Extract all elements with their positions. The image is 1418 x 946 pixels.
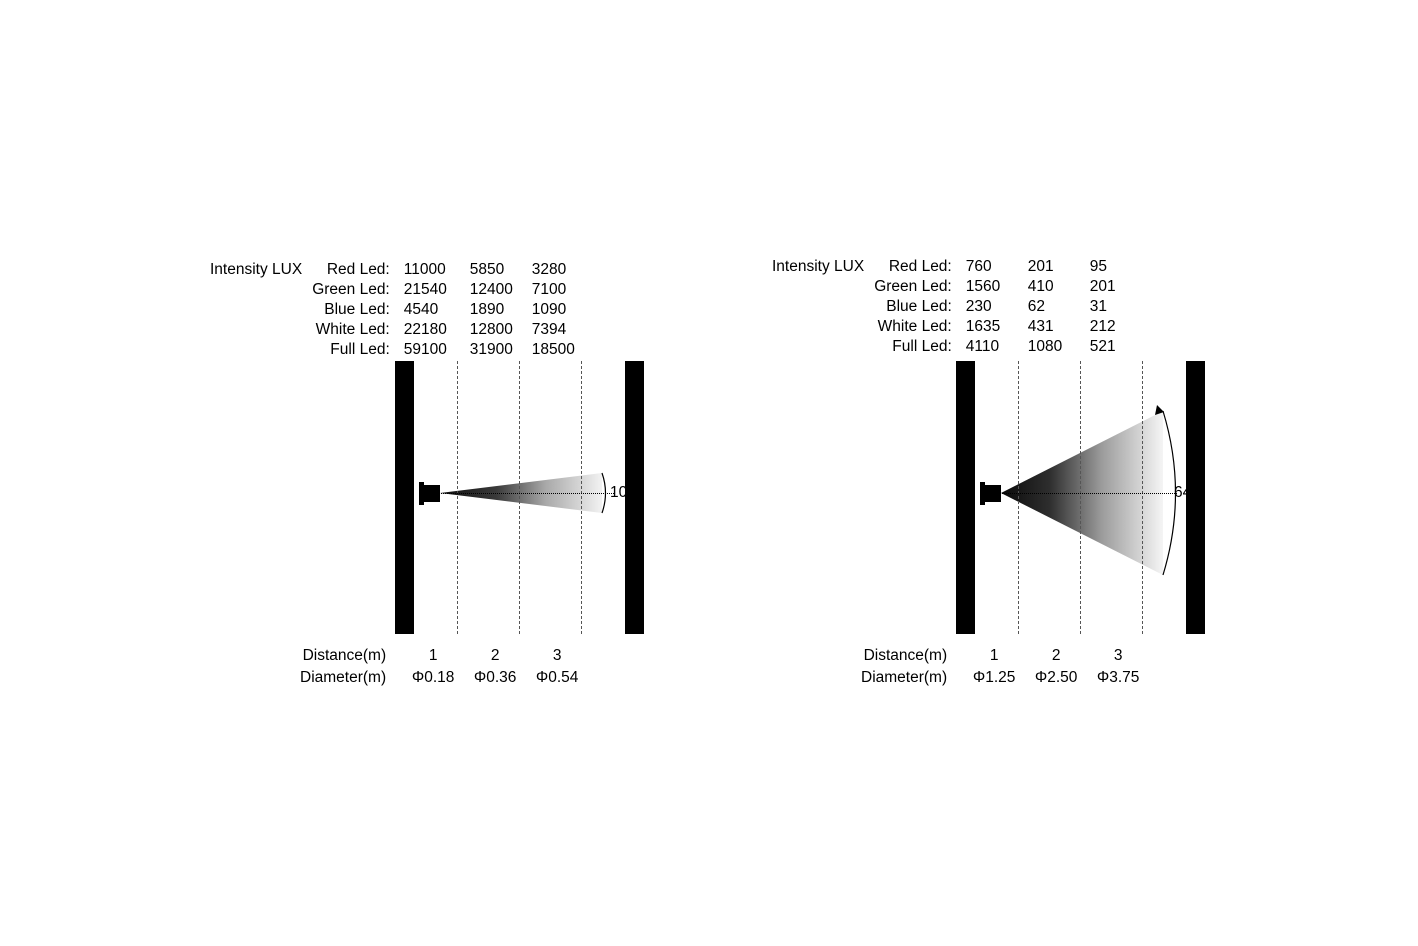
- full-value-2m: 1080: [1027, 338, 1063, 355]
- blue-value-2m: 1890: [469, 301, 505, 318]
- red-value-2m: 201: [1027, 258, 1054, 275]
- distance-1m: 1: [428, 647, 438, 664]
- diameter-2m: Φ2.50: [1034, 669, 1078, 686]
- row-label-full: Full Led:: [330, 341, 390, 358]
- distance-2m: 2: [1051, 647, 1061, 664]
- distance-label: Distance(m): [302, 647, 387, 664]
- green-value-1m: 21540: [403, 281, 447, 298]
- row-label-green: Green Led:: [312, 281, 390, 298]
- distance-line-1m: [457, 361, 458, 634]
- green-value-2m: 12400: [469, 281, 513, 298]
- red-value-1m: 760: [965, 258, 992, 275]
- intensity-table-narrow: [210, 260, 575, 360]
- blue-value-3m: 31: [1089, 298, 1107, 315]
- row-label-full: Full Led:: [892, 338, 952, 355]
- full-value-3m: 521: [1089, 338, 1116, 355]
- distance-label: Distance(m): [863, 647, 948, 664]
- diameter-3m: Φ3.75: [1096, 669, 1140, 686]
- table-row: [300, 645, 588, 667]
- distance-3m: 3: [1113, 647, 1123, 664]
- row-label-blue: Blue Led:: [886, 298, 952, 315]
- beam-panel-wide: [709, 0, 1418, 946]
- blue-value-2m: 62: [1027, 298, 1045, 315]
- fixture-yoke: [419, 482, 424, 505]
- beam-angle-label: 64°: [1174, 484, 1198, 501]
- row-label-white: White Led:: [877, 318, 952, 335]
- red-value-3m: 3280: [531, 261, 567, 278]
- green-value-2m: 410: [1027, 278, 1054, 295]
- diameter-1m: Φ1.25: [972, 669, 1016, 686]
- full-value-2m: 31900: [469, 341, 513, 358]
- row-label-green: Green Led:: [874, 278, 952, 295]
- full-value-1m: 4110: [965, 338, 1000, 355]
- fixture-yoke: [980, 482, 985, 505]
- diameter-3m: Φ0.54: [535, 669, 579, 686]
- blue-value-1m: 4540: [403, 301, 439, 318]
- row-label-blue: Blue Led:: [324, 301, 390, 318]
- table-row: [861, 667, 1149, 689]
- white-value-2m: 12800: [469, 321, 513, 338]
- beam-diagram-wide: [956, 361, 1205, 634]
- green-value-3m: 7100: [531, 281, 567, 298]
- white-value-2m: 431: [1027, 318, 1054, 335]
- intensity-unit-label: Intensity LUX: [772, 258, 865, 275]
- table-row: [861, 645, 1149, 667]
- optical-axis: [996, 493, 1177, 494]
- red-value-2m: 5850: [469, 261, 505, 278]
- distance-line-3m: [581, 361, 582, 634]
- diameter-label: Diameter(m): [300, 669, 387, 686]
- table-row: [300, 667, 588, 689]
- optical-axis: [435, 493, 614, 494]
- blue-value-3m: 1090: [531, 301, 567, 318]
- green-value-3m: 201: [1089, 278, 1116, 295]
- full-value-3m: 18500: [531, 341, 575, 358]
- table-row: [210, 260, 575, 280]
- white-value-3m: 7394: [531, 321, 567, 338]
- intensity-unit-label: Intensity LUX: [210, 261, 303, 278]
- distance-line-2m: [519, 361, 520, 634]
- fixture-body: [985, 485, 1001, 502]
- beam-diagram-narrow: [395, 361, 644, 634]
- table-row: [772, 257, 1116, 277]
- diameter-1m: Φ0.18: [411, 669, 455, 686]
- beam-angle-label: 10°: [610, 484, 634, 501]
- row-label-red: Red Led:: [326, 261, 390, 278]
- red-value-3m: 95: [1089, 258, 1107, 275]
- red-value-1m: 11000: [403, 261, 446, 278]
- full-value-1m: 59100: [403, 341, 447, 358]
- diameter-label: Diameter(m): [861, 669, 948, 686]
- distance-1m: 1: [989, 647, 999, 664]
- fixture-body: [424, 485, 440, 502]
- bottom-labels-wide: [861, 645, 1149, 689]
- blue-value-1m: 230: [965, 298, 992, 315]
- distance-3m: 3: [552, 647, 562, 664]
- bottom-labels-narrow: [300, 645, 588, 689]
- intensity-table-wide: [772, 257, 1116, 357]
- green-value-1m: 1560: [965, 278, 1001, 295]
- row-label-white: White Led:: [315, 321, 390, 338]
- white-value-3m: 212: [1089, 318, 1116, 335]
- row-label-red: Red Led:: [888, 258, 952, 275]
- white-value-1m: 1635: [965, 318, 1001, 335]
- distance-line-3m: [1142, 361, 1143, 634]
- distance-2m: 2: [490, 647, 500, 664]
- diameter-2m: Φ0.36: [473, 669, 517, 686]
- distance-line-2m: [1080, 361, 1081, 634]
- distance-line-1m: [1018, 361, 1019, 634]
- white-value-1m: 22180: [403, 321, 447, 338]
